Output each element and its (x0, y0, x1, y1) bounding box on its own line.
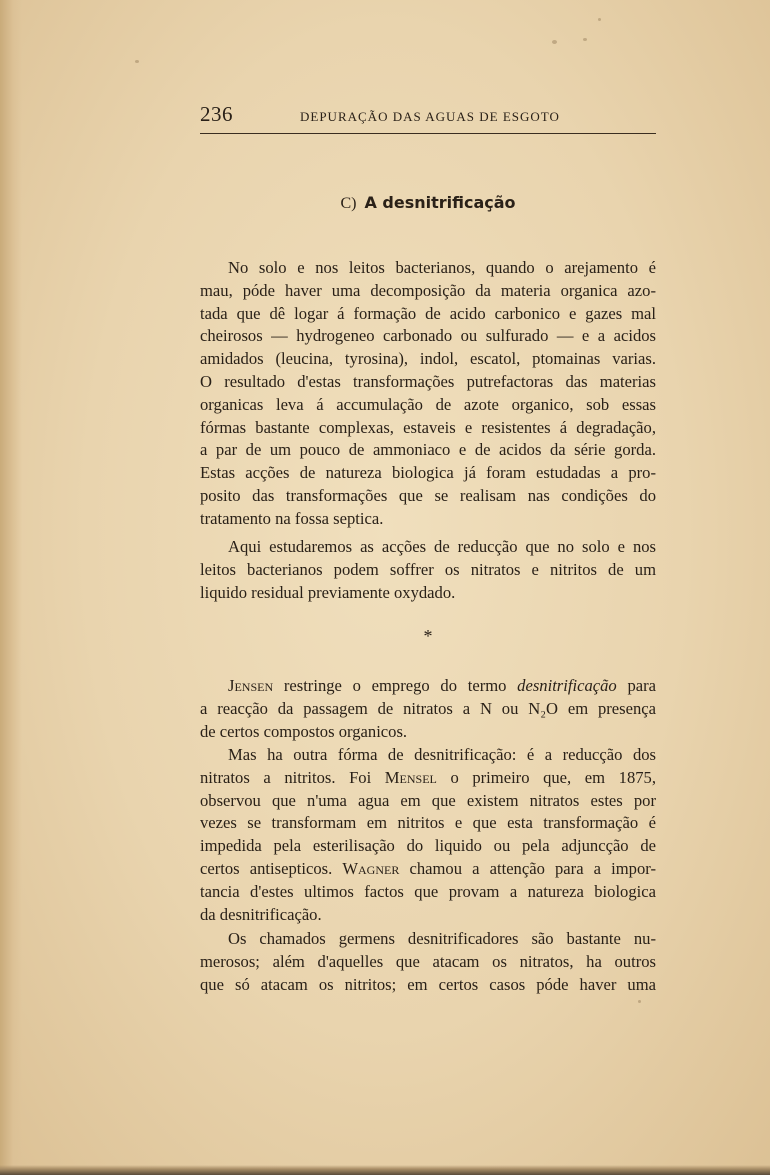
author-name: Jensen (228, 676, 274, 695)
text-line: Estas acções de natureza biologica já foram estudadas a pro- (200, 463, 656, 483)
text-line (200, 767, 656, 790)
text-fragment: o primeiro que, em 1875, (436, 767, 656, 787)
text-line: da desnitrificação. (200, 904, 322, 924)
italic-term: desnitrificação (517, 676, 617, 695)
text-line: a reacção da passagem de nitratos a N ou N₂O em presença (200, 698, 656, 718)
page-header (200, 102, 655, 132)
text-line (200, 675, 656, 698)
text-fragment: chamou a attenção para a impor- (399, 858, 656, 878)
text-line: Mas ha outra fórma de desnitrificação: é a reducção dos (228, 745, 656, 764)
text-line: tancia d'estes ultimos factos que provam a natureza biologica (200, 881, 656, 901)
text-line: mau, póde haver uma decomposição da materia organica azo- (200, 280, 656, 300)
author-name: Mensel (384, 767, 437, 787)
paper-stain (638, 1000, 641, 1003)
text-line: cheirosos — hydrogeneo carbonado ou sulfurado — e a acidos (200, 326, 656, 346)
text-line: que só atacam os nitritos; em certos casos póde haver uma (200, 974, 656, 994)
page-bottom-edge (0, 1165, 770, 1175)
text-fragment: para (616, 676, 656, 695)
paragraph-5 (200, 928, 656, 996)
text-line: Aqui estudaremos as acções de reducção que no solo e nos (228, 537, 656, 556)
page-left-edge (0, 0, 22, 1175)
text-line: tada que dê logar á formação de acido carbonico e gazes mal (200, 303, 656, 323)
text-line (200, 858, 656, 881)
page-number: 236 (200, 102, 233, 126)
text-line: No solo e nos leitos bacterianos, quando o arejamento é (228, 258, 656, 277)
text-fragment: certos antisepticos. (200, 858, 343, 878)
text-line: Os chamados germens desnitrificadores são bastante nu- (228, 929, 656, 948)
paragraph-3 (200, 675, 656, 743)
text-line: impedida pela esterilisação do liquido ou pela adjuncção de (200, 836, 656, 856)
text-line: O resultado d'estas transformações putrefactoras das materias (200, 371, 656, 391)
paragraph-1 (200, 257, 656, 531)
section-title (200, 193, 656, 213)
text-line: posito das transformações que se realisam nas condições do (200, 485, 656, 505)
text-line: de certos compostos organicos. (200, 721, 408, 741)
paper-stain (135, 60, 139, 63)
section-title-text: A desnitrificação (364, 193, 516, 212)
section-label: C) (340, 195, 357, 212)
paragraph-4 (200, 744, 656, 926)
paragraph-2 (200, 536, 656, 604)
text-line: leitos bacterianos podem soffrer os nitratos e nitritos de um (200, 559, 656, 579)
text-line: organicas leva á accumulação de azote organico, sob essas (200, 394, 656, 414)
header-rule (200, 133, 656, 134)
section-asterism: * (423, 626, 433, 646)
text-line: liquido residual previamente oxydado. (200, 582, 456, 602)
text-line: merosos; além d'aquelles que atacam os nitratos, ha outros (200, 951, 656, 971)
author-name: Wagner (342, 858, 400, 878)
paper-stain (552, 40, 557, 44)
text-line: a par de um pouco de ammoniaco e de acidos da série gorda. (200, 440, 656, 460)
text-fragment: restringe o emprego do termo (273, 676, 518, 695)
text-line: vezes se transformam em nitritos e que esta transformação é (200, 813, 656, 833)
running-head: DEPURAÇÃO DAS AGUAS DE ESGOTO (300, 109, 560, 124)
text-line: tratamento na fossa septica. (200, 508, 384, 528)
text-line: observou que n'uma agua em que existem nitratos estes por (200, 790, 656, 810)
paper-stain (598, 18, 601, 21)
text-line: amidados (leucina, tyrosina), indol, escatol, ptomainas varias. (200, 349, 656, 369)
paper-stain (583, 38, 587, 41)
text-fragment: nitratos a nitritos. Foi (200, 767, 385, 787)
text-line: fórmas bastante complexas, estaveis e resistentes á degradação, (200, 417, 656, 437)
